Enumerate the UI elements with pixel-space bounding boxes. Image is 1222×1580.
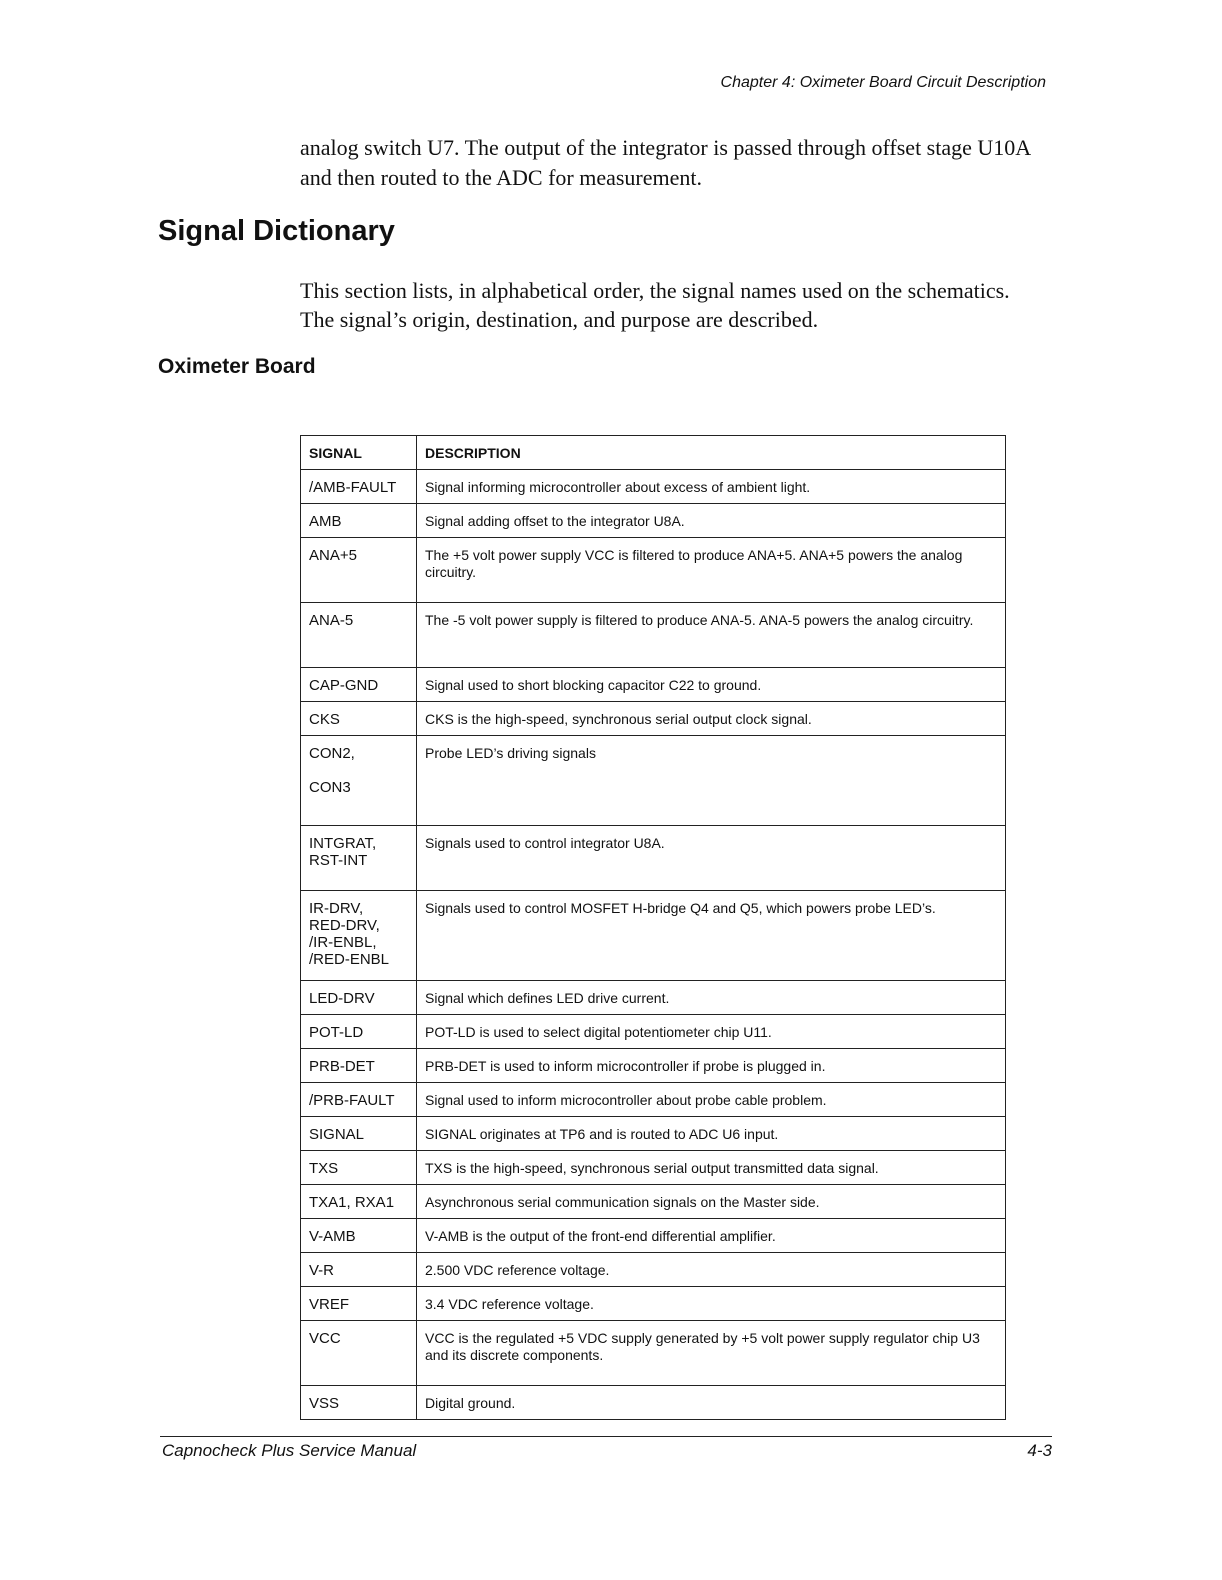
signal-name: VSS bbox=[301, 1386, 417, 1420]
signal-description: Signal informing microcontroller about excess of ambient light. bbox=[417, 470, 1006, 504]
table-row bbox=[301, 1219, 1006, 1253]
signal-description: The -5 volt power supply is filtered to produce ANA-5. ANA-5 powers the analog circuitry. bbox=[417, 603, 1006, 668]
signal-name: CKS bbox=[301, 702, 417, 736]
table-row bbox=[301, 1386, 1006, 1420]
signal-name: AMB bbox=[301, 504, 417, 538]
signal-description: VCC is the regulated +5 VDC supply generated by +5 volt power supply regulator chip U3 and its discrete components. bbox=[417, 1321, 1006, 1386]
table-row bbox=[301, 826, 1006, 891]
table-row bbox=[301, 1049, 1006, 1083]
signal-name: V-AMB bbox=[301, 1219, 417, 1253]
signal-name: /AMB-FAULT bbox=[301, 470, 417, 504]
signal-name: VREF bbox=[301, 1287, 417, 1321]
signal-description: Signal which defines LED drive current. bbox=[417, 981, 1006, 1015]
table-row bbox=[301, 1015, 1006, 1049]
signal-description: POT-LD is used to select digital potentiometer chip U11. bbox=[417, 1015, 1006, 1049]
signal-name: CAP-GND bbox=[301, 668, 417, 702]
table-row bbox=[301, 1117, 1006, 1151]
signal-name: LED-DRV bbox=[301, 981, 417, 1015]
table-row bbox=[301, 538, 1006, 603]
signal-name: POT-LD bbox=[301, 1015, 417, 1049]
table-row bbox=[301, 1083, 1006, 1117]
table-row bbox=[301, 668, 1006, 702]
signal-description: SIGNAL originates at TP6 and is routed to ADC U6 input. bbox=[417, 1117, 1006, 1151]
table-row bbox=[301, 891, 1006, 981]
signal-name: PRB-DET bbox=[301, 1049, 417, 1083]
signal-description: PRB-DET is used to inform microcontroller if probe is plugged in. bbox=[417, 1049, 1006, 1083]
table-row bbox=[301, 1321, 1006, 1386]
table-header-row bbox=[301, 436, 1006, 470]
signal-description: CKS is the high-speed, synchronous serial output clock signal. bbox=[417, 702, 1006, 736]
signal-name: INTGRAT, RST-INT bbox=[301, 826, 417, 891]
table-row bbox=[301, 1253, 1006, 1287]
table-row bbox=[301, 702, 1006, 736]
signal-description: TXS is the high-speed, synchronous serial output transmitted data signal. bbox=[417, 1151, 1006, 1185]
signal-dictionary-table bbox=[300, 435, 1006, 1420]
table-row bbox=[301, 504, 1006, 538]
running-header: Chapter 4: Oximeter Board Circuit Description bbox=[720, 74, 1046, 91]
signal-name: /PRB-FAULT bbox=[301, 1083, 417, 1117]
table-row bbox=[301, 736, 1006, 826]
footer-divider bbox=[160, 1436, 1052, 1437]
table-row bbox=[301, 470, 1006, 504]
signal-description: The +5 volt power supply VCC is filtered to produce ANA+5. ANA+5 powers the analog circuitry. bbox=[417, 538, 1006, 603]
table-row bbox=[301, 981, 1006, 1015]
signal-name: CON2, CON3 bbox=[301, 736, 417, 826]
subsection-title: Oximeter Board bbox=[158, 355, 316, 378]
signal-description: Signals used to control MOSFET H-bridge Q4 and Q5, which powers probe LED’s. bbox=[417, 891, 1006, 981]
signal-name: ANA-5 bbox=[301, 603, 417, 668]
signal-description: Signal used to short blocking capacitor C22 to ground. bbox=[417, 668, 1006, 702]
signal-description: V-AMB is the output of the front-end differential amplifier. bbox=[417, 1219, 1006, 1253]
table-row bbox=[301, 1185, 1006, 1219]
table-row bbox=[301, 603, 1006, 668]
signal-description: Probe LED’s driving signals bbox=[417, 736, 1006, 826]
signal-name: IR-DRV, RED-DRV, /IR-ENBL, /RED-ENBL bbox=[301, 891, 417, 981]
signal-name: TXA1, RXA1 bbox=[301, 1185, 417, 1219]
column-header-signal: SIGNAL bbox=[301, 436, 417, 470]
section-title: Signal Dictionary bbox=[158, 215, 395, 247]
signal-description: 3.4 VDC reference voltage. bbox=[417, 1287, 1006, 1321]
signal-name: SIGNAL bbox=[301, 1117, 417, 1151]
section-paragraph: This section lists, in alphabetical order, the signal names used on the schematics. The signal’s origin, destination, and purpose are described. bbox=[300, 278, 1010, 332]
signal-description: 2.500 VDC reference voltage. bbox=[417, 1253, 1006, 1287]
column-header-description: DESCRIPTION bbox=[417, 436, 1006, 470]
signal-description: Asynchronous serial communication signals on the Master side. bbox=[417, 1185, 1006, 1219]
signal-name: V-R bbox=[301, 1253, 417, 1287]
table-row bbox=[301, 1287, 1006, 1321]
intro-paragraph: analog switch U7. The output of the integrator is passed through offset stage U10A and then routed to the ADC for measurement. bbox=[300, 135, 1030, 190]
table-row bbox=[301, 1151, 1006, 1185]
signal-description: Signals used to control integrator U8A. bbox=[417, 826, 1006, 891]
footer-manual-title: Capnocheck Plus Service Manual bbox=[162, 1441, 417, 1460]
footer-page-number: 4-3 bbox=[1027, 1441, 1052, 1460]
signal-name: ANA+5 bbox=[301, 538, 417, 603]
signal-name: TXS bbox=[301, 1151, 417, 1185]
signal-description: Digital ground. bbox=[417, 1386, 1006, 1420]
signal-description: Signal used to inform microcontroller about probe cable problem. bbox=[417, 1083, 1006, 1117]
signal-name: VCC bbox=[301, 1321, 417, 1386]
signal-description: Signal adding offset to the integrator U8A. bbox=[417, 504, 1006, 538]
